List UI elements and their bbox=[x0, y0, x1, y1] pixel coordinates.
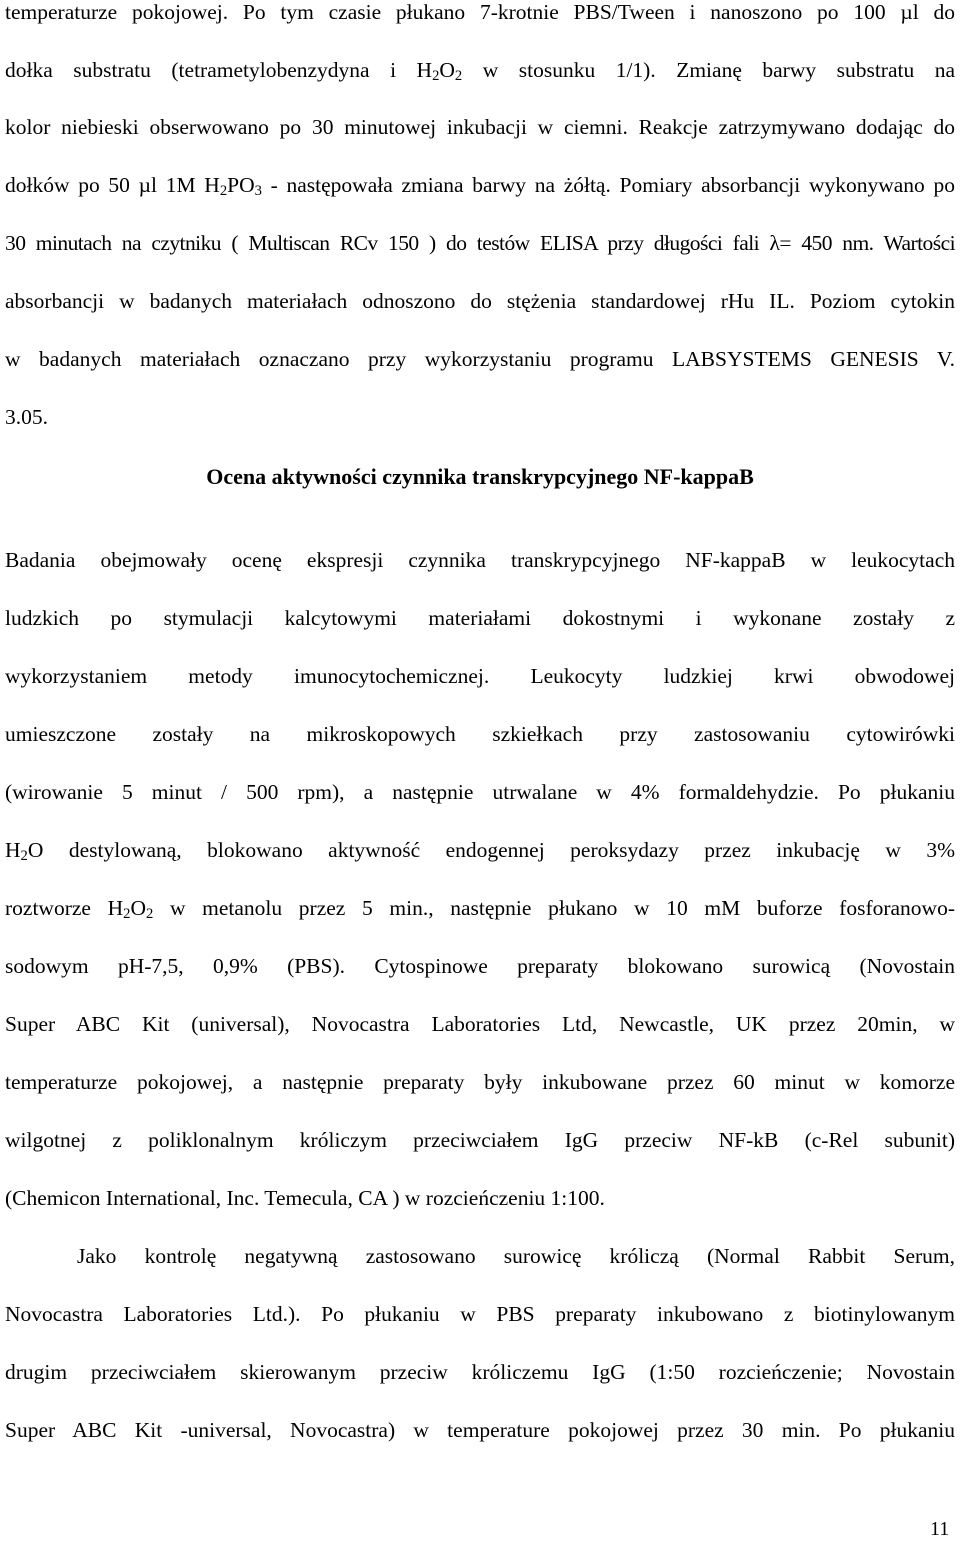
page-number: 11 bbox=[930, 1518, 950, 1540]
section-heading: Ocena aktywności czynnika transkrypcyjnego NF-kappaB bbox=[206, 464, 754, 489]
paragraph-3-line-2: Novocastra Laboratories Ltd.). Po płukaniu w PBS preparaty inkubowano z biotinylowanym bbox=[5, 1302, 955, 1326]
text-span: O bbox=[130, 896, 146, 920]
paragraph-1-line-1: temperaturze pokojowej. Po tym czasie płukano 7-krotnie PBS/Tween i nanoszono po 100 µl do bbox=[5, 0, 955, 24]
paragraph-2-line-12: (Chemicon International, Inc. Temecula, CA ) w rozcieńczeniu 1:100. bbox=[5, 1186, 605, 1210]
subscript: 2 bbox=[145, 905, 154, 922]
paragraph-2-line-2: ludzkich po stymulacji kalcytowymi materiałami dokostnymi i wykonane zostały z bbox=[5, 606, 955, 630]
paragraph-1-line-7: w badanych materiałach oznaczano przy wykorzystaniu programu LABSYSTEMS GENESIS V. bbox=[5, 347, 955, 371]
paragraph-2-line-11: wilgotnej z poliklonalnym króliczym przeciwciałem IgG przeciw NF-kB (c-Rel subunit) bbox=[5, 1128, 955, 1152]
text-span: H bbox=[5, 838, 21, 862]
paragraph-1-line-4 bbox=[5, 175, 955, 201]
paragraph-2-line-3: wykorzystaniem metody imunocytochemicznej. Leukocyty ludzkiej krwi obwodowej bbox=[5, 664, 955, 688]
text-span: O bbox=[439, 58, 455, 82]
paragraph-3-line-3: drugim przeciwciałem skierowanym przeciw króliczemu IgG (1:50 rozcieńczenie; Novostain bbox=[5, 1360, 955, 1384]
paragraph-2-line-7 bbox=[5, 898, 955, 924]
subscript: 2 bbox=[432, 67, 440, 84]
text-span: PO bbox=[227, 173, 255, 197]
paragraph-2-line-8: sodowym pH-7,5, 0,9% (PBS). Cytospinowe preparaty blokowano surowicą (Novostain bbox=[5, 954, 955, 978]
paragraph-2-line-4: umieszczone zostały na mikroskopowych szkiełkach przy zastosowaniu cytowirówki bbox=[5, 722, 955, 746]
text-span: w stosunku 1/1). Zmianę barwy substratu na bbox=[462, 58, 956, 82]
text-span: w metanolu przez 5 min., następnie płukano w 10 mM buforze fosforanowo- bbox=[153, 896, 955, 920]
paragraph-1-line-3: kolor niebieski obserwowano po 30 minutowej inkubacji w ciemni. Reakcje zatrzymywano dodając do bbox=[5, 115, 955, 139]
subscript: 2 bbox=[123, 905, 131, 922]
paragraph-2-line-6 bbox=[5, 840, 955, 866]
paragraph-1-line-6: absorbancji w badanych materiałach odnoszono do stężenia standardowej rHu IL. Poziom cytokin bbox=[5, 289, 955, 313]
paragraph-3-line-4: Super ABC Kit -universal, Novocastra) w temperature pokojowej przez 30 min. Po płukaniu bbox=[5, 1418, 955, 1442]
paragraph-1-line-5: 30 minutach na czytniku ( Multiscan RCv 150 ) do testów ELISA przy długości fali λ= 450 nm. Wartości bbox=[5, 231, 955, 255]
subscript: 2 bbox=[454, 67, 463, 84]
subscript: 2 bbox=[219, 182, 228, 199]
subscript: 3 bbox=[254, 182, 262, 199]
paragraph-2-line-5: (wirowanie 5 minut / 500 rpm), a następnie utrwalane w 4% formaldehydzie. Po płukaniu bbox=[5, 780, 955, 804]
paragraph-2-line-10: temperaturze pokojowej, a następnie preparaty były inkubowane przez 60 minut w komorze bbox=[5, 1070, 955, 1094]
paragraph-1-line-8: 3.05. bbox=[5, 405, 48, 429]
text-span: roztworze H bbox=[5, 896, 124, 920]
subscript: 2 bbox=[20, 847, 28, 864]
paragraph-2-line-9: Super ABC Kit (universal), Novocastra Laboratories Ltd, Newcastle, UK przez 20min, w bbox=[5, 1012, 955, 1036]
paragraph-3-line-1: Jako kontrolę negatywną zastosowano surowicę króliczą (Normal Rabbit Serum, bbox=[77, 1244, 955, 1268]
text-span: dołków po 50 µl 1M H bbox=[5, 173, 220, 197]
paragraph-1-line-2 bbox=[5, 60, 955, 86]
text-span: - następowała zmiana barwy na żółtą. Pomiary absorbancji wykonywano po bbox=[261, 173, 955, 197]
paragraph-2-line-1: Badania obejmowały ocenę ekspresji czynnika transkrypcyjnego NF-kappaB w leukocytach bbox=[5, 548, 955, 572]
text-span: dołka substratu (tetrametylobenzydyna i H bbox=[5, 58, 433, 82]
text-span: O destylowaną, blokowano aktywność endogennej peroksydazy przez inkubację w 3% bbox=[27, 838, 955, 862]
